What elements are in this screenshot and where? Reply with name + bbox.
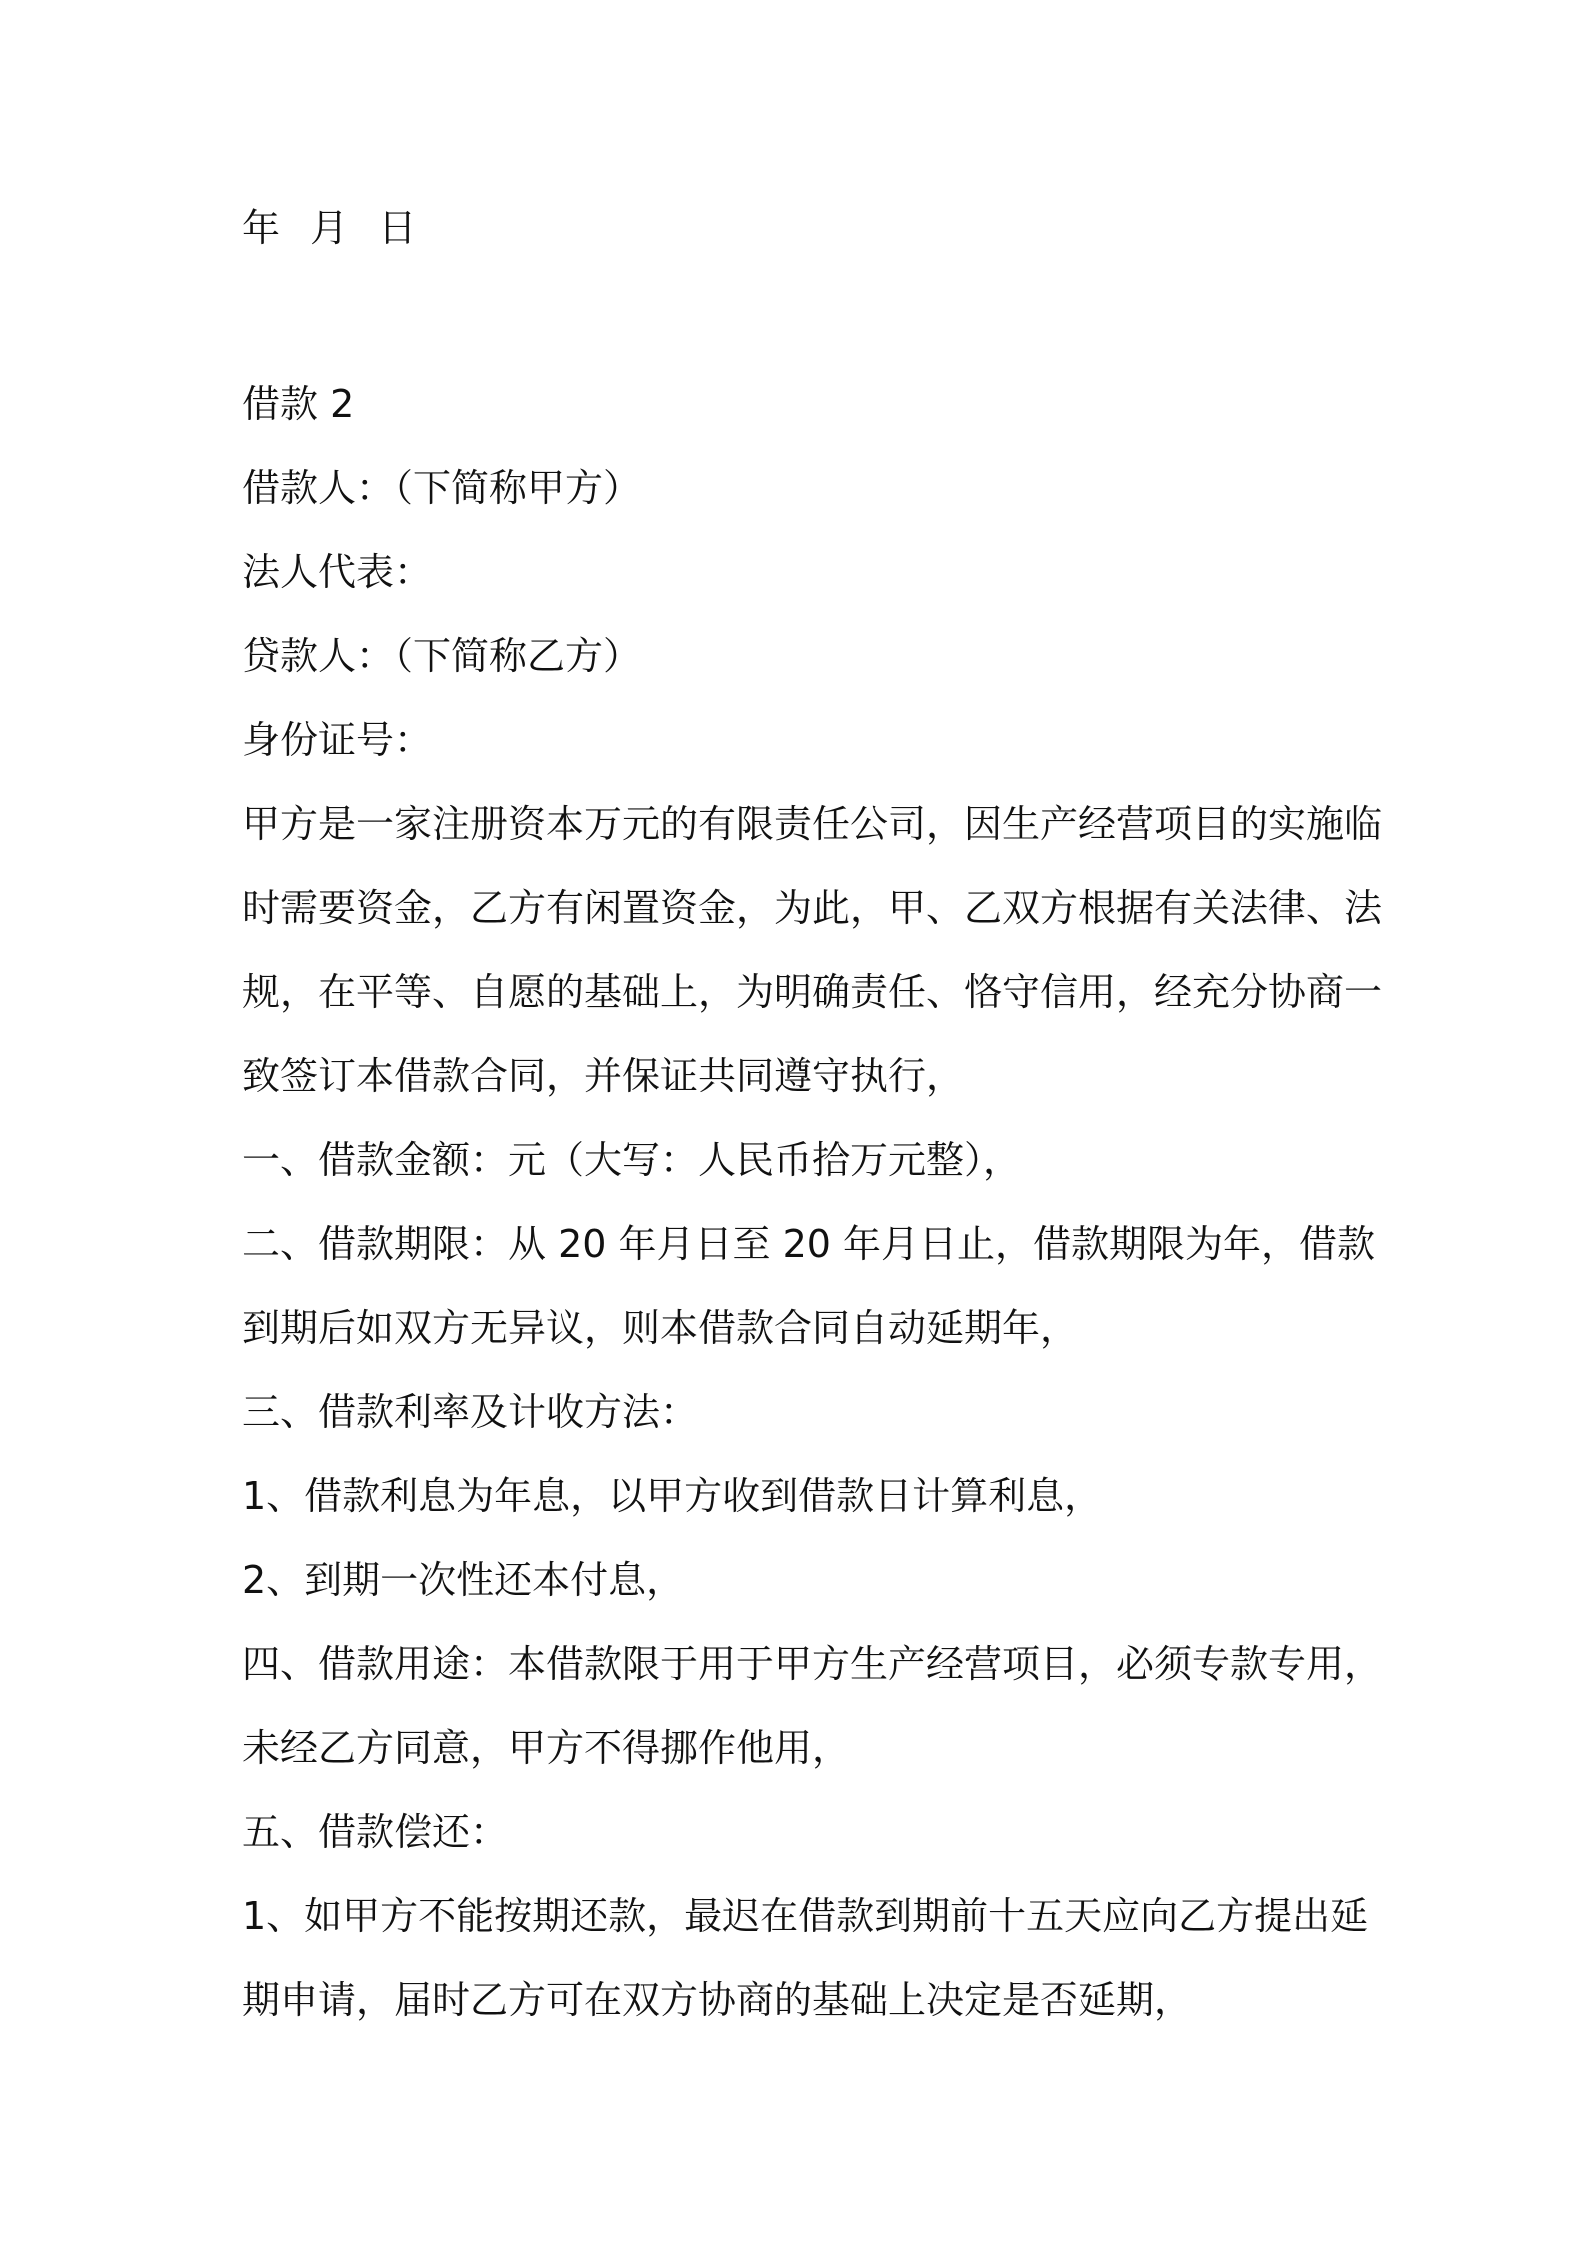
id-number-line: 身份证号： bbox=[242, 718, 433, 762]
borrower-line: 借款人：（下简称甲方） bbox=[242, 466, 642, 510]
preamble-line-1: 甲方是一家注册资本万元的有限责任公司，因生产经营项目的实施临 bbox=[242, 802, 1383, 846]
clause-interest-heading: 三、借款利率及计收方法： bbox=[242, 1390, 699, 1434]
preamble-line-4: 致签订本借款合同，并保证共同遵守执行， bbox=[242, 1054, 965, 1098]
legal-representative-line: 法人代表： bbox=[242, 550, 433, 594]
clause-loan-term-line-1: 二、借款期限：从 20 年月日至 20 年月日止，借款期限为年，借款 bbox=[242, 1222, 1376, 1266]
clause-loan-purpose-line-2: 未经乙方同意，甲方不得挪作他用， bbox=[242, 1726, 851, 1770]
date-line: 年 月 日 bbox=[242, 206, 419, 250]
clause-repayment-item-1-line-1: 1、如甲方不能按期还款，最迟在借款到期前十五天应向乙方提出延 bbox=[242, 1894, 1369, 1938]
document-title: 借款 2 bbox=[242, 382, 355, 426]
clause-loan-term-line-2: 到期后如双方无异议，则本借款合同自动延期年， bbox=[242, 1306, 1079, 1350]
clause-loan-amount: 一、借款金额：元（大写：人民币拾万元整）， bbox=[242, 1138, 1022, 1182]
clause-loan-purpose-line-1: 四、借款用途：本借款限于用于甲方生产经营项目，必须专款专用， bbox=[242, 1642, 1383, 1686]
preamble-line-2: 时需要资金，乙方有闲置资金，为此，甲、乙双方根据有关法律、法 bbox=[242, 886, 1383, 930]
document-body bbox=[242, 362, 1383, 2042]
clause-interest-item-2: 2、到期一次性还本付息， bbox=[242, 1558, 685, 1602]
lender-line: 贷款人：（下简称乙方） bbox=[242, 634, 642, 678]
clause-interest-item-1: 1、借款利息为年息，以甲方收到借款日计算利息， bbox=[242, 1474, 1103, 1518]
clause-repayment-item-1-line-2: 期申请，届时乙方可在双方协商的基础上决定是否延期， bbox=[242, 1978, 1193, 2022]
clause-repayment-heading: 五、借款偿还： bbox=[242, 1810, 509, 1854]
preamble-line-3: 规，在平等、自愿的基础上，为明确责任、恪守信用，经充分协商一 bbox=[242, 970, 1383, 1014]
